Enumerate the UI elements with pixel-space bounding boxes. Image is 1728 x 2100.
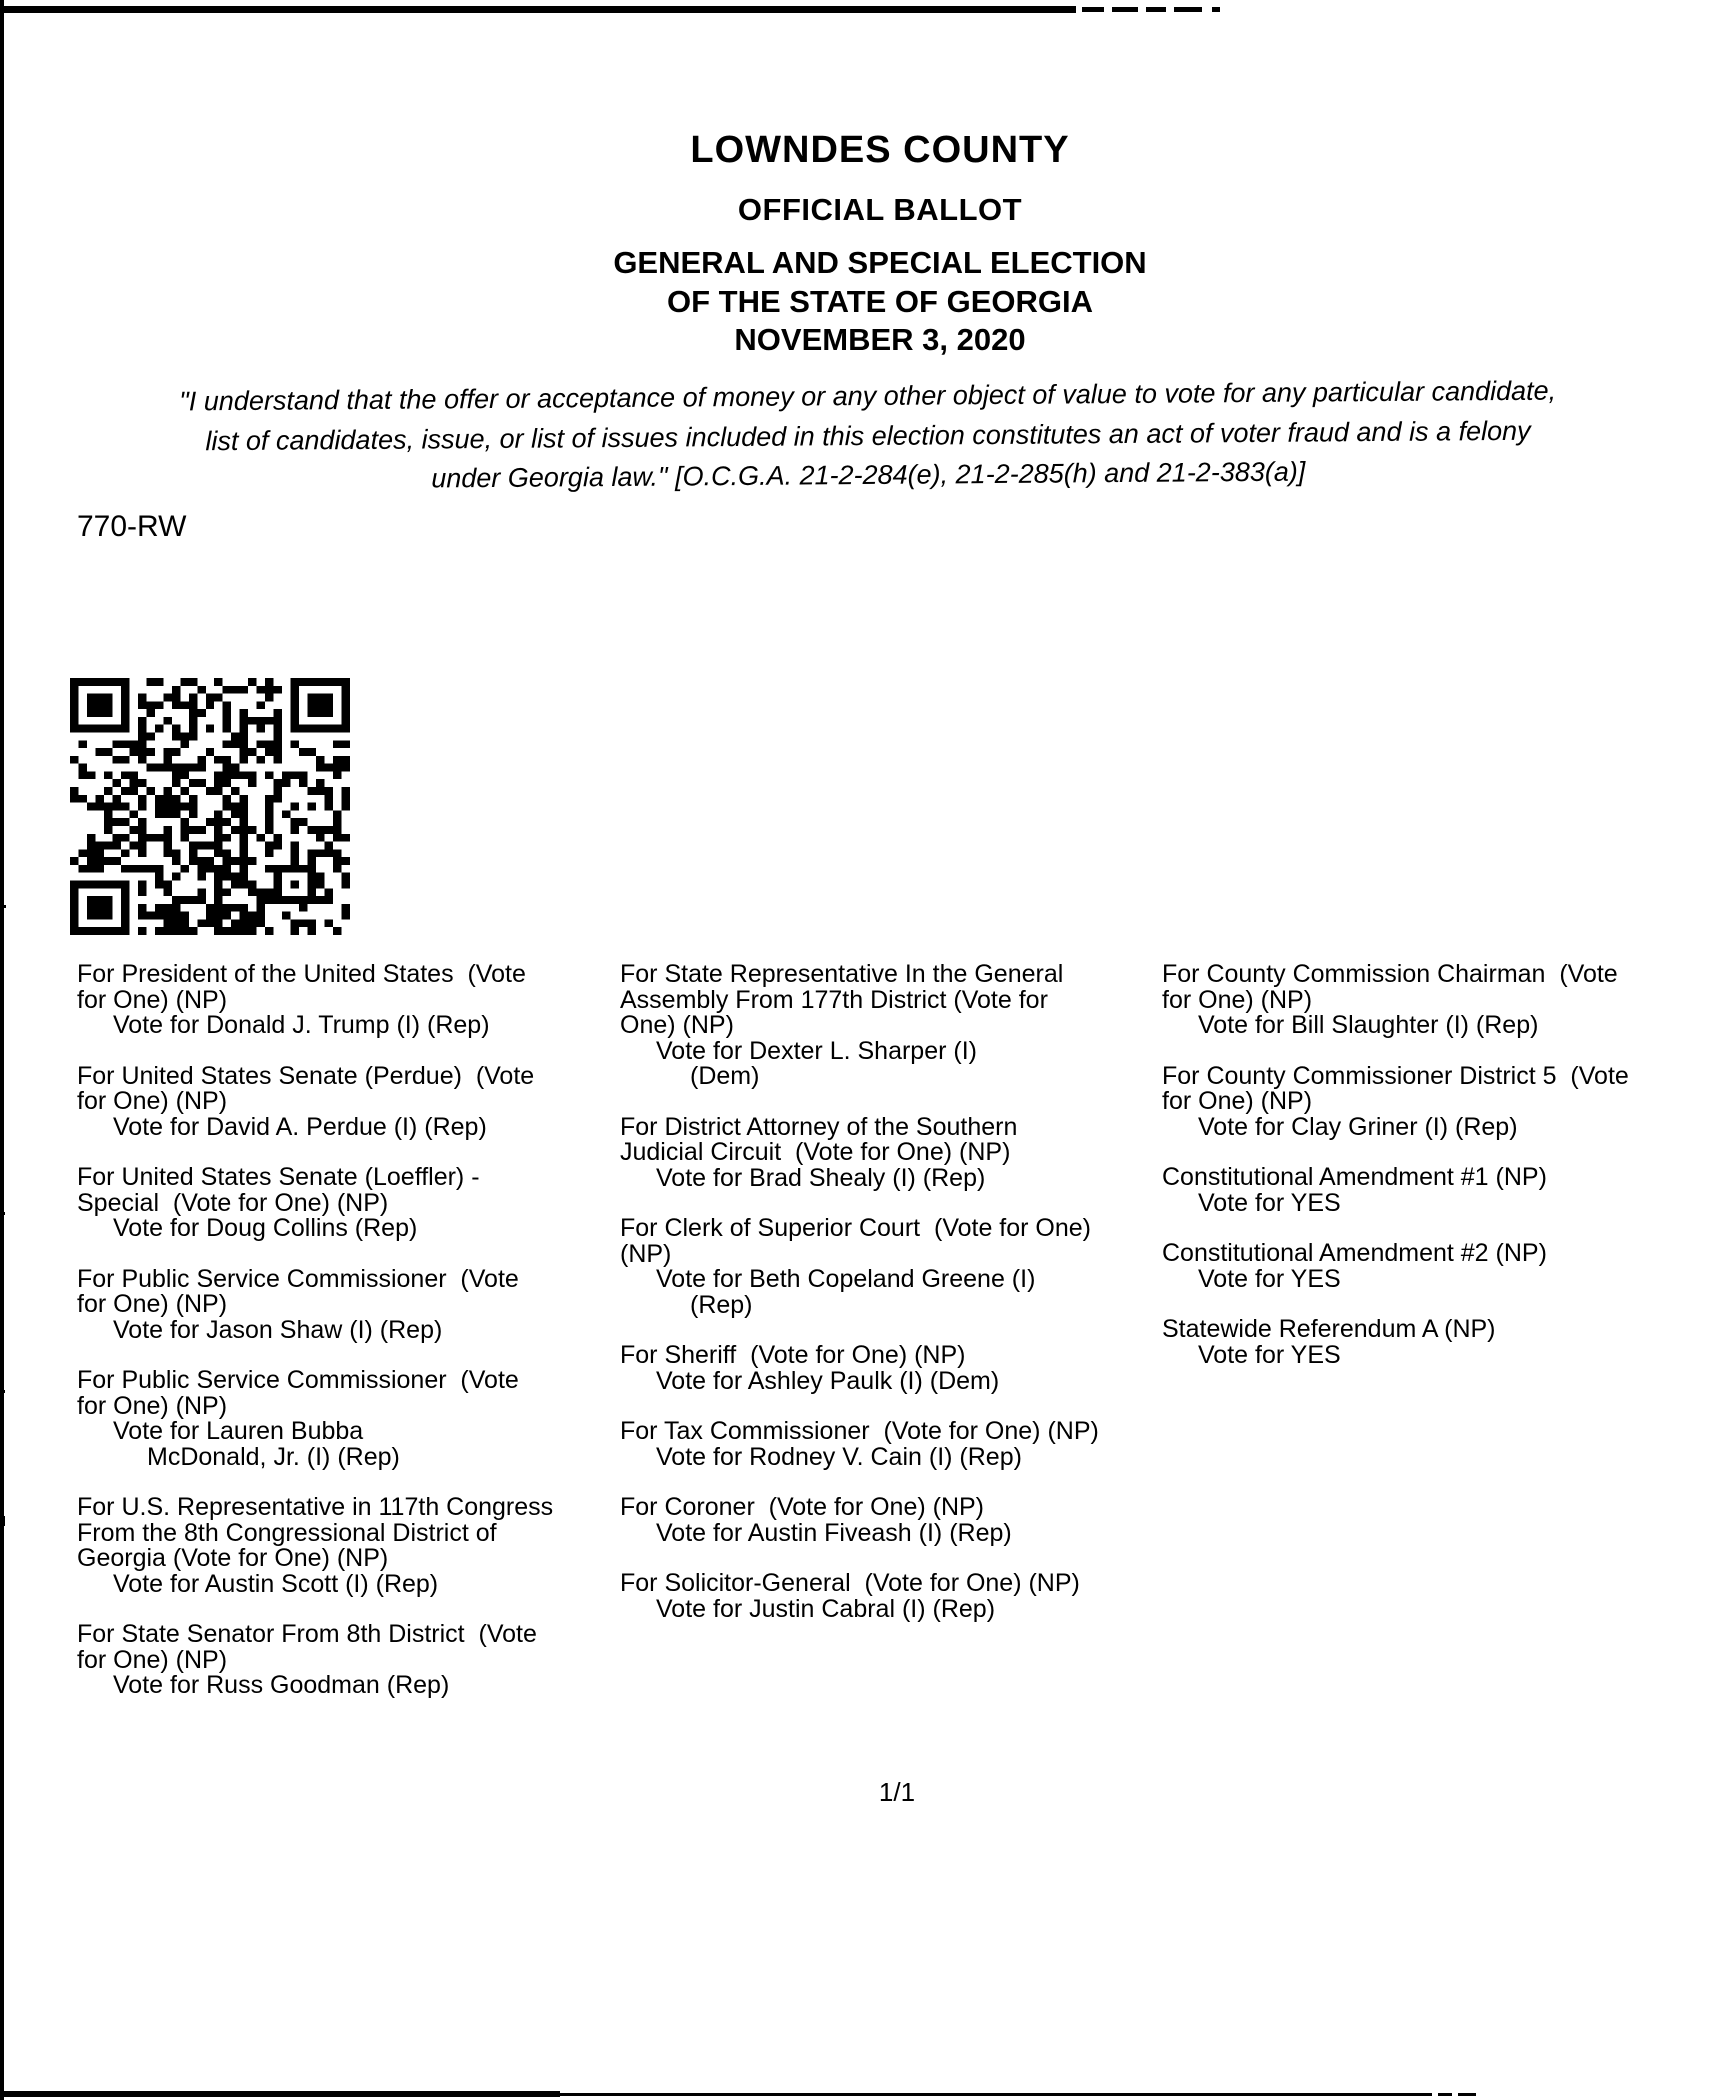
contest-title-line: For United States Senate (Perdue) (Vote [77, 1061, 535, 1090]
scan-edge-top-dash [1082, 7, 1104, 12]
contest-choice-line: Vote for Brad Shealy (I) (Rep) [656, 1163, 986, 1192]
contest-title-line: For U.S. Representative in 117th Congress [77, 1493, 554, 1521]
contest-title-line: For Coroner (Vote for One) (NP) [620, 1493, 985, 1521]
contest [77, 1622, 622, 1699]
contest-choice-line: (Dem) [690, 1062, 760, 1090]
contest-column [620, 962, 1165, 1647]
contest-title-line: Constitutional Amendment #1 (NP) [1162, 1163, 1547, 1191]
contest-title-line: for One) (NP) [1162, 1087, 1313, 1115]
scan-edge-top-dash [1146, 7, 1166, 12]
contest [620, 1112, 1165, 1192]
disclaimer-line: "I understand that the offer or acceptance of money or any other object of value to vote for any particular candidate, [179, 375, 1557, 417]
contest [77, 1368, 622, 1470]
scan-edge-top [0, 6, 1076, 13]
contest-choice-line: Vote for Rodney V. Cain (I) (Rep) [656, 1442, 1022, 1471]
contest [620, 1343, 1165, 1394]
contest-title-line: For United States Senate (Loeffler) - [77, 1163, 480, 1191]
contest [620, 1495, 1165, 1546]
contest-choice-line: Vote for Austin Scott (I) (Rep) [113, 1569, 439, 1598]
election-title-line: OF THE STATE OF GEORGIA [667, 284, 1093, 319]
contest [1162, 1241, 1728, 1292]
contest-title-line: For State Representative In the General [620, 960, 1064, 988]
contest-column [1162, 962, 1728, 1393]
election-title-line: GENERAL AND SPECIAL ELECTION [613, 245, 1147, 280]
contest-choice-line: Vote for Bill Slaughter (I) (Rep) [1198, 1011, 1539, 1039]
contest [620, 1216, 1165, 1318]
contest [77, 1165, 622, 1242]
contest-title-line: For District Attorney of the Southern [620, 1112, 1018, 1141]
contest-title-line: From the 8th Congressional District of [77, 1518, 497, 1547]
contest-title-line: for One) (NP) [77, 1290, 228, 1318]
scan-artifact [0, 1390, 5, 1393]
election-title-line: NOVEMBER 3, 2020 [734, 322, 1026, 357]
contest-choice-line: Vote for Lauren Bubba [113, 1417, 364, 1445]
contest-title-line: One) (NP) [620, 1011, 734, 1039]
contest-title-line: Statewide Referendum A (NP) [1162, 1315, 1496, 1343]
ballot-type-title: OFFICIAL BALLOT [737, 192, 1023, 227]
contest [620, 1571, 1165, 1622]
contest-choice-line: McDonald, Jr. (I) (Rep) [147, 1442, 400, 1471]
contest [77, 962, 622, 1039]
scan-edge-bottom [0, 2091, 560, 2097]
contest [1162, 962, 1728, 1039]
contest-choice-line: Vote for Beth Copeland Greene (I) [656, 1265, 1036, 1293]
contest-title-line: Special (Vote for One) (NP) [77, 1188, 389, 1217]
contest-title-line: For President of the United States (Vote [77, 960, 526, 988]
ballot-style-code: 770-RW [77, 510, 187, 543]
qr-code [70, 678, 350, 935]
contest-title-line: For Sheriff (Vote for One) (NP) [620, 1341, 966, 1369]
contest-choice-line: Vote for Doug Collins (Rep) [113, 1214, 418, 1242]
contest-title-line: For Public Service Commissioner (Vote [77, 1264, 519, 1293]
contest-choice-line: (Rep) [690, 1290, 753, 1319]
contest-title-line: For Solicitor-General (Vote for One) (NP) [620, 1569, 1080, 1597]
scan-artifact [0, 1516, 5, 1526]
contest-column [77, 962, 622, 1724]
contest-choice-line: Vote for Jason Shaw (I) (Rep) [113, 1315, 443, 1344]
disclaimer-line: list of candidates, issue, or list of issues included in this election constitutes an act of voter fraud and is a felony [205, 415, 1531, 456]
contest-choice-line: Vote for Dexter L. Sharper (I) [656, 1036, 977, 1065]
contest-title-line: for One) (NP) [77, 1087, 228, 1115]
scan-edge-bottom [560, 2093, 1432, 2096]
contest-title-line: (NP) [620, 1239, 672, 1268]
contest-title-line: for One) (NP) [1162, 985, 1313, 1014]
contest [1162, 1061, 1728, 1141]
scan-edge-top-dash [1112, 7, 1138, 12]
contest-title-line: For Clerk of Superior Court (Vote for One) [620, 1214, 1092, 1242]
contest-title-line: For Public Service Commissioner (Vote [77, 1366, 519, 1394]
contest [620, 962, 1165, 1090]
contest-choice-line: Vote for Clay Griner (I) (Rep) [1198, 1112, 1518, 1141]
contest [620, 1419, 1165, 1470]
contest [77, 1061, 622, 1141]
contest [77, 1264, 622, 1344]
scan-edge-bottom-dash [1458, 2093, 1476, 2096]
contest-title-line: For Tax Commissioner (Vote for One) (NP) [620, 1417, 1099, 1445]
contest-title-line: For State Senator From 8th District (Vote [77, 1620, 537, 1648]
contest-choice-line: Vote for Ashley Paulk (I) (Dem) [656, 1366, 1000, 1395]
contest-title-line: for One) (NP) [77, 1391, 228, 1420]
contest-choice-line: Vote for Russ Goodman (Rep) [113, 1671, 450, 1699]
contest-title-line: Judicial Circuit (Vote for One) (NP) [620, 1138, 1011, 1166]
voter-fraud-disclaimer [0, 370, 1728, 502]
contest-title-line: Georgia (Vote for One) (NP) [77, 1544, 389, 1572]
contest-choice-line: Vote for Donald J. Trump (I) (Rep) [113, 1011, 490, 1039]
contest-title-line: for One) (NP) [77, 1645, 228, 1674]
page-indicator: 1/1 [878, 1777, 916, 1807]
contest [77, 1495, 622, 1597]
contest-choice-line: Vote for YES [1198, 1340, 1341, 1369]
scan-edge-bottom-dash [1438, 2093, 1452, 2096]
scan-artifact [0, 1212, 5, 1215]
county-title: LOWNDES COUNTY [690, 129, 1070, 171]
contest-choice-line: Vote for YES [1198, 1264, 1341, 1293]
contest-choice-line: Vote for Austin Fiveash (I) (Rep) [656, 1518, 1012, 1547]
contest [1162, 1165, 1728, 1216]
disclaimer-line: under Georgia law." [O.C.G.A. 21-2-284(e), 21-2-285(h) and 21-2-383(a)] [431, 456, 1306, 494]
scan-edge-top-dash [1212, 7, 1220, 12]
scan-edge-top-dash [1174, 7, 1202, 12]
contest-title-line: Constitutional Amendment #2 (NP) [1162, 1239, 1547, 1267]
contest [1162, 1317, 1728, 1368]
scan-artifact [0, 905, 6, 908]
contest-title-line: For County Commission Chairman (Vote [1162, 960, 1618, 988]
contest-choice-line: Vote for David A. Perdue (I) (Rep) [113, 1112, 487, 1141]
contest-choice-line: Vote for YES [1198, 1188, 1341, 1217]
contest-title-line: For County Commissioner District 5 (Vote [1162, 1061, 1629, 1090]
contest-choice-line: Vote for Justin Cabral (I) (Rep) [656, 1594, 996, 1623]
contest-title-line: Assembly From 177th District (Vote for [620, 985, 1048, 1014]
contest-title-line: for One) (NP) [77, 985, 228, 1014]
